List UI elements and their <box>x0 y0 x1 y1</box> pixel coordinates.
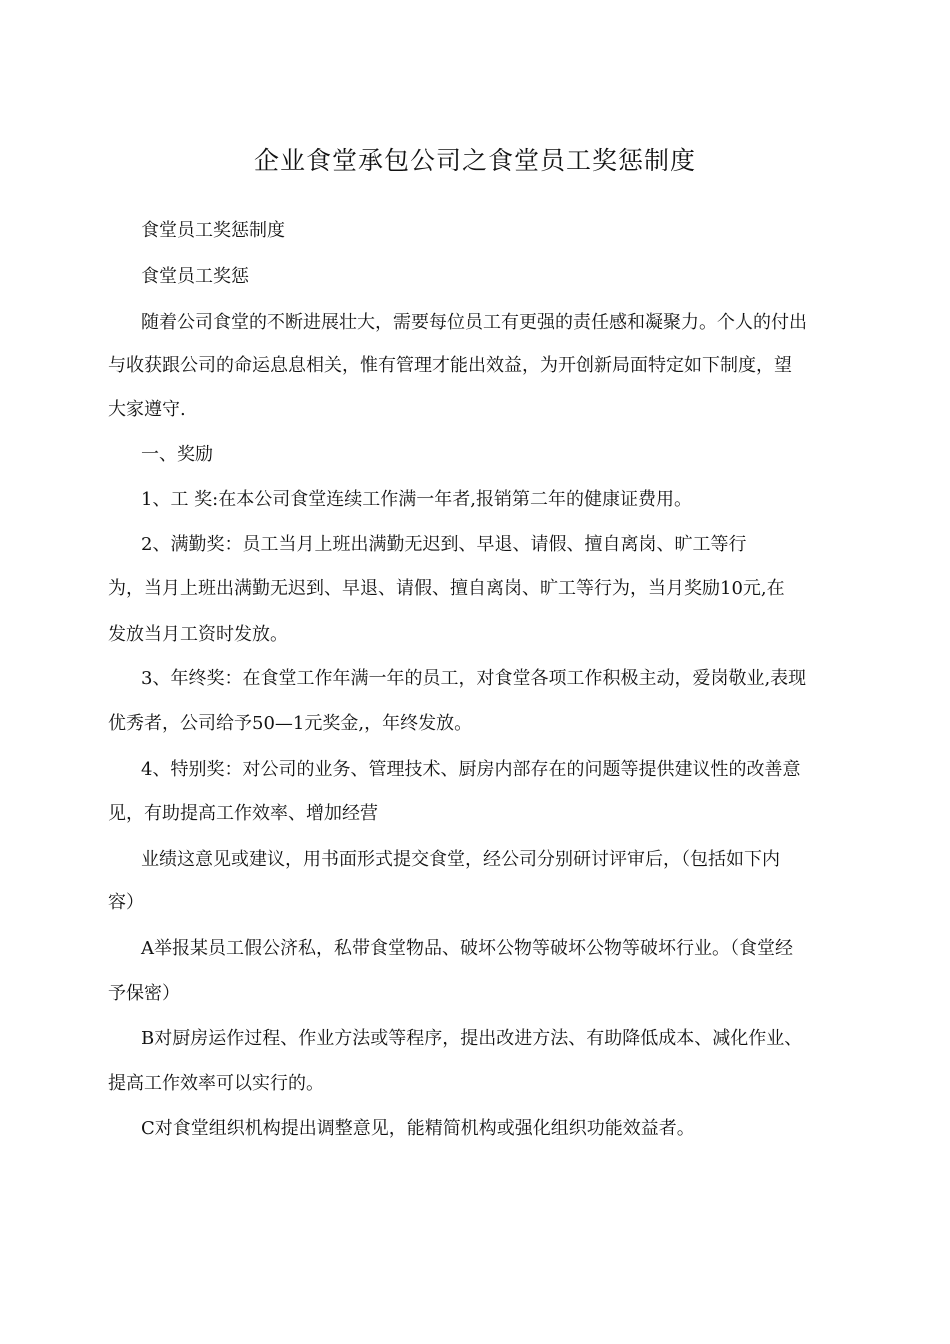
paragraph-line: 食堂员工奖惩 <box>141 266 249 287</box>
paragraph-line: 优秀者，公司给予50—1元奖金,，年终发放。 <box>108 713 473 734</box>
paragraph-line: B对厨房运作过程、作业方法或等程序，提出改进方法、有助降低成本、减化作业、 <box>141 1028 803 1049</box>
paragraph-line: 为，当月上班出满勤无迟到、早退、请假、擅自离岗、旷工等行为，当月奖励10元,在 <box>108 578 785 599</box>
paragraph-line: 2、满勤奖：员工当月上班出满勤无迟到、早退、请假、擅自离岗、旷工等行 <box>141 534 747 555</box>
paragraph-line: 与收获跟公司的命运息息相关，惟有管理才能出效益，为开创新局面特定如下制度，望 <box>108 355 792 376</box>
paragraph-line: 发放当月工资时发放。 <box>108 624 288 645</box>
paragraph-line: 容） <box>108 892 144 913</box>
paragraph-line: 随着公司食堂的不断进展壮大，需要每位员工有更强的责任感和凝聚力。个人的付出 <box>141 312 807 333</box>
document-title: 企业食堂承包公司之食堂员工奖惩制度 <box>253 146 696 175</box>
paragraph-line: 大家遵守. <box>108 399 186 420</box>
paragraph-line: 食堂员工奖惩制度 <box>141 220 285 241</box>
paragraph-line: 3、年终奖：在食堂工作年满一年的员工，对食堂各项工作积极主动，爱岗敬业,表现 <box>141 668 807 689</box>
paragraph-line: A举报某员工假公济私，私带食堂物品、破坏公物等破坏公物等破坏行业。（食堂经 <box>141 938 793 959</box>
paragraph-line: C对食堂组织机构提出调整意见，能精简机构或强化组织功能效益者。 <box>141 1118 695 1139</box>
paragraph-line: 1、工 奖:在本公司食堂连续工作满一年者,报销第二年的健康证费用。 <box>141 489 692 510</box>
paragraph-line: 4、特别奖：对公司的业务、管理技术、厨房内部存在的问题等提供建议性的改善意 <box>141 759 801 780</box>
paragraph-line: 见，有助提高工作效率、增加经营 <box>108 803 378 824</box>
section-heading: 一、奖励 <box>141 444 213 465</box>
paragraph-line: 业绩这意见或建议，用书面形式提交食堂，经公司分别研讨评审后，（包括如下内 <box>141 849 780 870</box>
paragraph-line: 予保密） <box>108 983 180 1004</box>
paragraph-line: 提高工作效率可以实行的。 <box>108 1073 324 1094</box>
